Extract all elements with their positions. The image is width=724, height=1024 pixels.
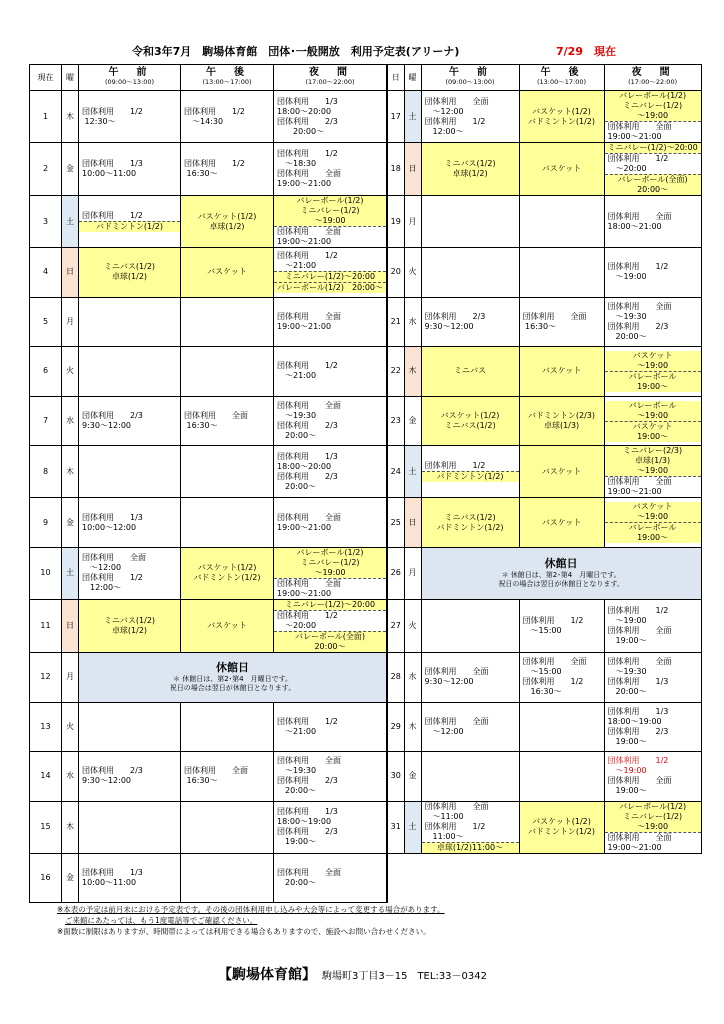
morning-slot: 団体利用 1/2 バドミントン(1/2) — [79, 196, 181, 248]
day-number: 22 — [387, 347, 404, 397]
morning-slot — [79, 347, 181, 397]
table-row — [30, 853, 702, 903]
morning-slot: 団体利用 1/3 10:00～12:00 — [79, 498, 181, 548]
closed-day-block — [421, 547, 701, 599]
night-slot: バレーボール ～19:00 バスケット 19:00～ — [604, 396, 701, 446]
night-slot: 団体利用 1/2 ～19:00 団体利用 全面 19:00～ — [604, 599, 701, 652]
night-slot: 団体利用 全面 18:00～21:00 — [604, 196, 701, 248]
afternoon-slot: バスケット(1/2) バドミントン(1/2) — [519, 801, 604, 853]
table-row — [30, 547, 702, 599]
day-number: 2 — [30, 143, 62, 196]
closed-note: 祝日の場合は翌日が休館日となります。 — [498, 580, 624, 589]
weekday: 日 — [62, 248, 79, 298]
day-number: 31 — [387, 801, 404, 853]
weekday: 火 — [404, 248, 421, 298]
day-number: 25 — [387, 498, 404, 548]
afternoon-slot: 団体利用 全面 16:30～ — [181, 396, 274, 446]
night-slot: 団体利用 1/2 ～19:00 — [604, 248, 701, 298]
weekday: 月 — [62, 297, 79, 347]
afternoon-slot: バスケット — [519, 347, 604, 397]
night-slot: 団体利用 1/3 18:00～19:00 団体利用 2/3 19:00～ — [604, 702, 701, 752]
day-number: 20 — [387, 248, 404, 298]
morning-slot: 団体利用 全面 9:30～12:00 — [421, 652, 519, 702]
day-number: 10 — [30, 547, 62, 599]
weekday: 月 — [62, 652, 79, 702]
closed-note: ＊ 休館日は、第2･第4 月曜日です。 — [172, 675, 293, 684]
closed-title: 休館日 — [216, 661, 249, 675]
night-slot: 団体利用 全面 20:00～ — [274, 853, 388, 903]
closed-title: 休館日 — [544, 557, 578, 571]
header-morning: 午 前 (09:00～13:00) — [79, 65, 181, 91]
night-slot: 団体利用 1/2 ～21:00 — [274, 347, 388, 397]
night-slot: 団体利用 全面 ～19:30 団体利用 1/3 20:00～ — [604, 652, 701, 702]
weekday: 水 — [404, 297, 421, 347]
night-slot: 団体利用 全面 19:00～21:00 — [274, 297, 388, 347]
afternoon-slot — [519, 196, 604, 248]
morning-slot: ミニバス — [421, 347, 519, 397]
afternoon-slot: バドミントン(2/3) 卓球(1/3) — [519, 396, 604, 446]
weekday: 木 — [62, 801, 79, 853]
afternoon-slot: バスケット(1/2) バドミントン(1/2) — [519, 91, 604, 143]
table-row — [30, 143, 702, 196]
night-slot: 団体利用 全面 ～19:30 団体利用 2/3 20:00～ — [274, 396, 388, 446]
afternoon-slot: 団体利用 1/2 16:30～ — [181, 143, 274, 196]
night-slot: 団体利用 1/3 18:00～20:00 団体利用 2/3 20:00～ — [274, 446, 388, 498]
weekday: 土 — [62, 547, 79, 599]
night-slot: 団体利用 全面 ～19:30 団体利用 2/3 20:00～ — [604, 297, 701, 347]
morning-slot: 団体利用 2/3 9:30～12:00 — [421, 297, 519, 347]
afternoon-slot — [181, 446, 274, 498]
morning-slot: バスケット(1/2) ミニバス(1/2) — [421, 396, 519, 446]
header-day-2: 日 — [387, 65, 404, 91]
day-number: 12 — [30, 652, 62, 702]
weekday: 火 — [404, 599, 421, 652]
weekday: 火 — [62, 702, 79, 752]
night-slot: 団体利用 1/3 18:00～19:00 団体利用 2/3 19:00～ — [274, 801, 388, 853]
day-number: 17 — [387, 91, 404, 143]
morning-slot: 団体利用 2/3 9:30～12:00 — [79, 396, 181, 446]
table-row — [30, 196, 702, 248]
header-dow-2: 曜 — [404, 65, 421, 91]
afternoon-slot: バスケット(1/2) バドミントン(1/2) — [181, 547, 274, 599]
table-row — [30, 91, 702, 143]
notes — [57, 904, 445, 937]
weekday: 土 — [404, 446, 421, 498]
afternoon-slot — [181, 498, 274, 548]
afternoon-slot: 団体利用 全面 ～15:00 団体利用 1/2 16:30～ — [519, 652, 604, 702]
table-row — [30, 702, 702, 752]
day-number: 13 — [30, 702, 62, 752]
schedule-title: 令和3年7月 駒場体育館 団体･一般開放 利用予定表(アリーナ) — [132, 45, 460, 58]
morning-slot — [421, 752, 519, 802]
morning-slot: ミニバス(1/2) 卓球(1/2) — [79, 248, 181, 298]
night-slot: ミニバレー(1/2)～20:00 団体利用 1/2 ～20:00 バレーボール(全面) 20:00～ — [604, 143, 701, 196]
afternoon-slot: バスケット — [519, 446, 604, 498]
weekday: 木 — [404, 702, 421, 752]
page-title — [0, 43, 724, 59]
morning-slot: 団体利用 2/3 9:30～12:00 — [79, 752, 181, 802]
facility-name: 【駒場体育館】 — [218, 967, 316, 983]
header-row — [30, 65, 702, 91]
night-slot: バレーボール(1/2) ミニバレー(1/2) ～19:00 団体利用 全面 19:00～21:00 — [604, 801, 701, 853]
day-number: 3 — [30, 196, 62, 248]
morning-slot: 団体利用 全面 ～11:00 団体利用 1/2 11:00～ 卓球(1/2)11:00～ — [421, 801, 519, 853]
morning-slot — [79, 702, 181, 752]
night-slot: ミニバレー(1/2)～20:00 団体利用 1/2 ～20:00 バレーボール(全面) 20:00～ — [274, 599, 388, 652]
day-number: 11 — [30, 599, 62, 652]
note-line: ※面数に制限はありますが、時間帯によっては利用できる場合もありますので、施設へお問い合わせください。 — [57, 927, 431, 936]
weekday: 月 — [404, 196, 421, 248]
morning-slot — [79, 801, 181, 853]
morning-slot: 団体利用 全面 ～12:00 団体利用 1/2 12:00～ — [421, 91, 519, 143]
morning-slot: 団体利用 1/2 バドミントン(1/2) — [421, 446, 519, 498]
schedule-table — [29, 64, 702, 903]
weekday: 金 — [62, 853, 79, 903]
night-slot: 団体利用 1/2 ～18:30 団体利用 全面 19:00～21:00 — [274, 143, 388, 196]
day-number: 8 — [30, 446, 62, 498]
table-row — [30, 652, 702, 702]
weekday: 日 — [404, 498, 421, 548]
afternoon-slot: バスケット — [181, 248, 274, 298]
night-slot: バスケット ～19:00 バレーボール 19:00～ — [604, 498, 701, 548]
table-row — [30, 599, 702, 652]
weekday: 日 — [404, 143, 421, 196]
closed-note: ＊ 休館日は、第2･第4 月曜日です。 — [501, 571, 621, 580]
weekday: 水 — [404, 652, 421, 702]
night-slot: 団体利用 1/3 18:00～20:00 団体利用 2/3 20:00～ — [274, 91, 388, 143]
table-row — [30, 396, 702, 446]
morning-slot: 団体利用 全面 ～12:00 — [421, 702, 519, 752]
weekday: 日 — [62, 599, 79, 652]
night-slot: 団体利用 1/2 ～21:00 ミニバレー(1/2)～20:00 バレーボール(1/2) 20:00～ — [274, 248, 388, 298]
night-slot: 団体利用 1/2 ～21:00 — [274, 702, 388, 752]
weekday: 火 — [62, 347, 79, 397]
weekday: 木 — [62, 91, 79, 143]
afternoon-slot: バスケット — [519, 143, 604, 196]
day-number: 30 — [387, 752, 404, 802]
table-row — [30, 297, 702, 347]
day-number: 24 — [387, 446, 404, 498]
weekday: 金 — [62, 498, 79, 548]
afternoon-slot: バスケット — [181, 599, 274, 652]
afternoon-slot — [519, 702, 604, 752]
morning-slot: ミニバス(1/2) 卓球(1/2) — [421, 143, 519, 196]
morning-slot — [421, 248, 519, 298]
day-number: 15 — [30, 801, 62, 853]
day-number: 16 — [30, 853, 62, 903]
weekday: 水 — [62, 752, 79, 802]
closed-note: 祝日の場合は翌日が休館日となります。 — [169, 684, 296, 693]
morning-slot: 団体利用 1/3 10:00～11:00 — [79, 853, 181, 903]
night-slot: バレーボール(1/2) ミニバレー(1/2) ～19:00 団体利用 全面 19:00～21:00 — [604, 91, 701, 143]
day-number: 7 — [30, 396, 62, 446]
closed-day-block — [79, 652, 388, 702]
day-number: 1 — [30, 91, 62, 143]
afternoon-slot — [519, 752, 604, 802]
table-row — [30, 347, 702, 397]
afternoon-slot: 団体利用 1/2 ～15:00 — [519, 599, 604, 652]
day-number: 29 — [387, 702, 404, 752]
table-row — [30, 752, 702, 802]
afternoon-slot: 団体利用 1/2 ～14:30 — [181, 91, 274, 143]
weekday: 土 — [62, 196, 79, 248]
header-dow: 曜 — [62, 65, 79, 91]
empty-area — [387, 853, 701, 903]
table-row — [30, 498, 702, 548]
weekday: 金 — [404, 396, 421, 446]
morning-slot — [79, 446, 181, 498]
day-number: 21 — [387, 297, 404, 347]
afternoon-slot — [181, 702, 274, 752]
weekday: 土 — [404, 91, 421, 143]
day-number: 23 — [387, 396, 404, 446]
day-number: 27 — [387, 599, 404, 652]
morning-slot — [421, 196, 519, 248]
afternoon-slot: バスケット — [519, 498, 604, 548]
header-afternoon: 午 後 (13:00～17:00) — [181, 65, 274, 91]
night-slot: バレーボール(1/2) ミニバレー(1/2) ～19:00 団体利用 全面 19:00～21:00 — [274, 196, 388, 248]
header-night: 夜 間 (17:00～22:00) — [274, 65, 388, 91]
as-of-date: 7/29 現在 — [556, 45, 616, 58]
day-number: 6 — [30, 347, 62, 397]
night-slot: 団体利用 全面 ～19:30 団体利用 2/3 20:00～ — [274, 752, 388, 802]
morning-slot: 団体利用 1/2 12:30～ — [79, 91, 181, 143]
morning-slot: ミニバス(1/2) バドミントン(1/2) — [421, 498, 519, 548]
morning-slot: 団体利用 全面 ～12:00 団体利用 1/2 12:00～ — [79, 547, 181, 599]
afternoon-slot — [181, 801, 274, 853]
afternoon-slot — [519, 248, 604, 298]
night-slot: バレーボール(1/2) ミニバレー(1/2) ～19:00 団体利用 全面 19:00～21:00 — [274, 547, 388, 599]
day-number: 5 — [30, 297, 62, 347]
table-row — [30, 446, 702, 498]
night-slot: 団体利用 1/2 ～19:00 団体利用 全面 19:00～ — [604, 752, 701, 802]
day-number: 19 — [387, 196, 404, 248]
note-line: ※本表の予定は前月末における予定表です。その後の団体利用申し込みや大会等によって変更する場合があります。 — [57, 905, 445, 914]
afternoon-slot — [181, 347, 274, 397]
header-night-2: 夜 間 (17:00～22:00) — [604, 65, 701, 91]
morning-slot: 団体利用 1/3 10:00～11:00 — [79, 143, 181, 196]
afternoon-slot — [181, 853, 274, 903]
table-row — [30, 248, 702, 298]
morning-slot: ミニバス(1/2) 卓球(1/2) — [79, 599, 181, 652]
day-number: 14 — [30, 752, 62, 802]
afternoon-slot: バスケット(1/2) 卓球(1/2) — [181, 196, 274, 248]
weekday: 金 — [404, 752, 421, 802]
weekday: 木 — [404, 347, 421, 397]
morning-slot — [421, 599, 519, 652]
weekday: 金 — [62, 143, 79, 196]
facility-footer — [218, 964, 487, 984]
weekday: 月 — [404, 547, 421, 599]
table-row — [30, 801, 702, 853]
afternoon-slot: 団体利用 全面 16:30～ — [519, 297, 604, 347]
weekday: 土 — [404, 801, 421, 853]
day-number: 9 — [30, 498, 62, 548]
afternoon-slot: 団体利用 全面 16:30～ — [181, 752, 274, 802]
afternoon-slot — [181, 297, 274, 347]
header-day: 現在 — [30, 65, 62, 91]
morning-slot — [79, 297, 181, 347]
night-slot: ミニバレー(2/3) 卓球(1/3) ～19:00 団体利用 全面 19:00～21:00 — [604, 446, 701, 498]
day-number: 28 — [387, 652, 404, 702]
day-number: 4 — [30, 248, 62, 298]
facility-address: 駒場町3丁目3－15 TEL:33－0342 — [322, 971, 487, 982]
weekday: 木 — [62, 446, 79, 498]
weekday: 水 — [62, 396, 79, 446]
header-afternoon-2: 午 後 (13:00～17:00) — [519, 65, 604, 91]
night-slot: バスケット ～19:00 バレーボール 19:00～ — [604, 347, 701, 397]
day-number: 26 — [387, 547, 404, 599]
header-morning-2: 午 前 (09:00～13:00) — [421, 65, 519, 91]
note-line: ご来館にあたっては、もう1度電話等でご確認ください。 — [65, 916, 258, 925]
night-slot: 団体利用 全面 19:00～21:00 — [274, 498, 388, 548]
day-number: 18 — [387, 143, 404, 196]
